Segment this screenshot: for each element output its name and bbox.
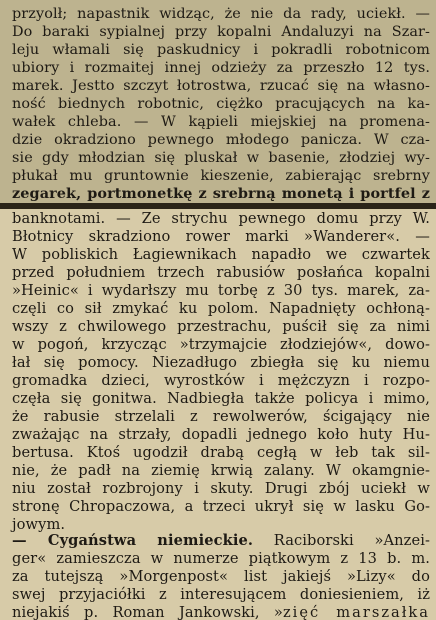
text-line: że rabusie strzelali z rewolwerów, ścigający nie bbox=[12, 408, 430, 425]
text-line: »Heinic« i wydarłszy mu torbę z 30 tys. marek, za- bbox=[12, 282, 430, 299]
text-line: stronę Chropaczowa, a trzeci ukrył się w lasku Go- bbox=[12, 498, 430, 515]
text-line: ubiory i rozmaitej innej odzieży za przeszło 12 tys. bbox=[12, 60, 430, 76]
text-line: bertusa. Ktoś ugodził drabą cegłą w łeb tak sil- bbox=[12, 444, 430, 461]
text-line: łał się pomocy. Niezadługo zbiegła się ku niemu bbox=[12, 354, 430, 371]
text-line: gromadka dzieci, wyrostków i mężczyzn i rozpo- bbox=[12, 372, 430, 389]
upper-article-column bbox=[0, 0, 436, 203]
text-line: Błotnicy skradziono rower marki »Wanderer«. — bbox=[12, 228, 430, 245]
last-line-spaced: zięć marszałka bbox=[282, 604, 430, 620]
text-line: marek. Jestto szczyt łotrostwa, rzucać się na własno- bbox=[12, 78, 430, 94]
text-line: leju włamali się paskudnicy i pokradli robotnicom bbox=[12, 42, 430, 58]
text-line: za tutejszą »Morgenpost« list jakiejś »Lizy« do bbox=[12, 568, 430, 585]
text-line: W pobliskich Łagiewnikach napadło we czwartek bbox=[12, 246, 430, 263]
text-line bbox=[12, 604, 430, 620]
text-line: wałek chleba. — W kąpieli miejskiej na promena- bbox=[12, 114, 430, 130]
text-line: przyolł; napastnik widząc, że nie da rady, uciekł. — bbox=[12, 6, 430, 22]
last-line-prefix: niejakiś p. Roman Jankowski, » bbox=[12, 604, 283, 620]
text-line: zegarek, portmonetkę z srebrną monetą i portfel z bbox=[12, 185, 430, 202]
text-line: wszy z chwilowego przestrachu, puścił się za nimi bbox=[12, 318, 430, 335]
text-line: przed południem trzech rabusiów posłańca kopalni bbox=[12, 264, 430, 281]
text-line: banknotami. — Ze strychu pewnego domu przy W. bbox=[12, 210, 430, 227]
text-line: ger« zamieszcza w numerze piątkowym z 13 b. m. bbox=[12, 550, 430, 567]
section-heading-line bbox=[12, 532, 430, 550]
text-line: ność biednych robotnic, ciężko pracujących na ka- bbox=[12, 96, 430, 112]
text-line: zważając na strzały, dopadli jednego koło huty Hu- bbox=[12, 426, 430, 443]
text-line: jowym. bbox=[12, 516, 66, 533]
text-line: Do baraki sypialnej przy kopalni Andaluzyi na Szar- bbox=[12, 24, 430, 40]
section-heading-rest: Raciborski »Anzei- bbox=[273, 532, 430, 549]
text-line: niu został rozbrojony i skuty. Drugi zbój uciekł w bbox=[12, 480, 430, 497]
text-line: dzie okradziono pewnego młodego panicza. W cza- bbox=[12, 132, 430, 148]
text-line: sie gdy młodzian się pluskał w basenie, złodziej wy- bbox=[12, 150, 430, 166]
text-line: w pogoń, krzycząc »trzymajcie złodziejów«, dowo- bbox=[12, 336, 430, 353]
text-line: nie, że padł na ziemię krwią zalany. W okamgnie- bbox=[12, 462, 430, 479]
text-line: swej przyjaciółki z interesującem doniesieniem, iż bbox=[12, 586, 430, 603]
text-line: płukał mu gruntownie kieszenie, zabierając srebrny bbox=[12, 168, 430, 184]
text-line: częli co sił zmykać ku polom. Napadnięty ochłoną- bbox=[12, 300, 430, 317]
lower-article-column bbox=[0, 209, 436, 620]
text-line: częła się gonitwa. Nadbiegła także policya i mimo, bbox=[12, 390, 430, 407]
section-heading: — Cygaństwa niemieckie. bbox=[12, 532, 254, 549]
